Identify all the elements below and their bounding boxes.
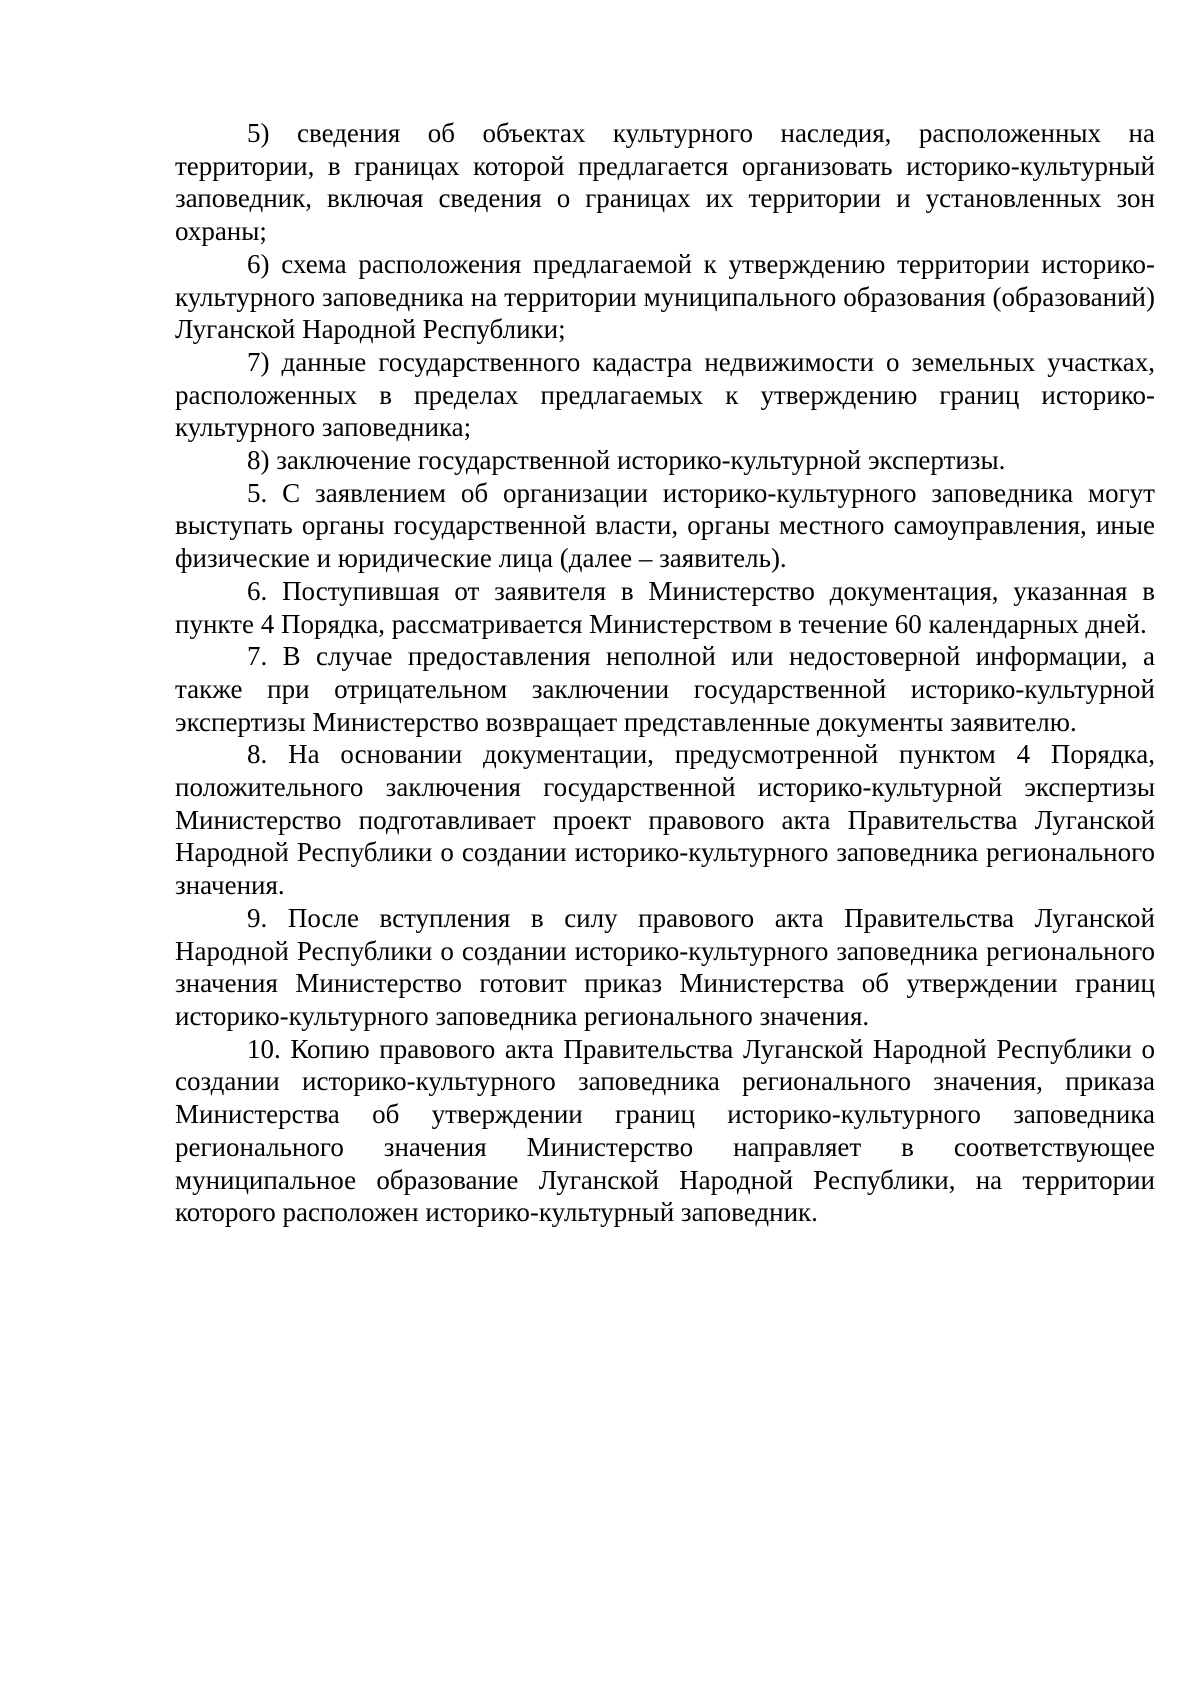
document-body [175,117,1155,1229]
paragraph-item-7: 7) данные государственного кадастра недвижимости о земельных участках, расположенных в пределах предлагаемых к утверждению границ историко-культурного заповедника; [175,346,1155,443]
paragraph-point-7: 7. В случае предоставления неполной или недостоверной информации, а также при отрицательном заключении государственной историко-культурной экспертизы Министерство возвращает представленные документы заявителю. [175,641,1155,737]
paragraph-item-8: 8) заключение государственной историко-культурной экспертизы. [247,445,1006,476]
paragraph-point-5: 5. С заявлением об организации историко-культурного заповедника могут выступать органы государственной власти, органы местного самоуправления, иные физические и юридические лица (далее – заявитель). [175,477,1155,574]
paragraph-point-9: 9. После вступления в силу правового акта Правительства Луганской Народной Республики о создании историко-культурного заповедника регионального значения Министерство готовит приказ Министерства об утверждении границ историко-культурного заповедника регионального значения. [175,902,1155,1031]
paragraph-point-8: 8. На основании документации, предусмотренной пунктом 4 Порядка, положительного заключения государственной историко-культурной экспертизы Министерство подготавливает проект правового акта Правительства Луганской Народной Республики о создании историко-культурного заповедника регионального значения. [175,739,1155,901]
paragraph-point-10: 10. Копию правового акта Правительства Луганской Народной Республики о создании историко-культурного заповедника регионального значения, приказа Министерства об утверждении границ историко-культурного заповедника регионального значения Министерство направляет в соответствующее муниципальное образование Луганской Народной Республики, на территории которого расположен историко-культурный заповедник. [175,1033,1155,1228]
paragraph-item-6: 6) схема расположения предлагаемой к утверждению территории историко-культурного заповедника на территории муниципального образования (образований) Луганской Народной Республики; [175,248,1155,345]
paragraph-item-5: 5) сведения об объектах культурного наследия, расположенных на территории, в границах которой предлагается организовать историко-культурный заповедник, включая сведения о границах их территории и установленных зон охраны; [175,118,1155,247]
paragraph-point-6: 6. Поступившая от заявителя в Министерство документация, указанная в пункте 4 Порядка, рассматривается Министерством в течение 60 календарных дней. [175,575,1155,639]
